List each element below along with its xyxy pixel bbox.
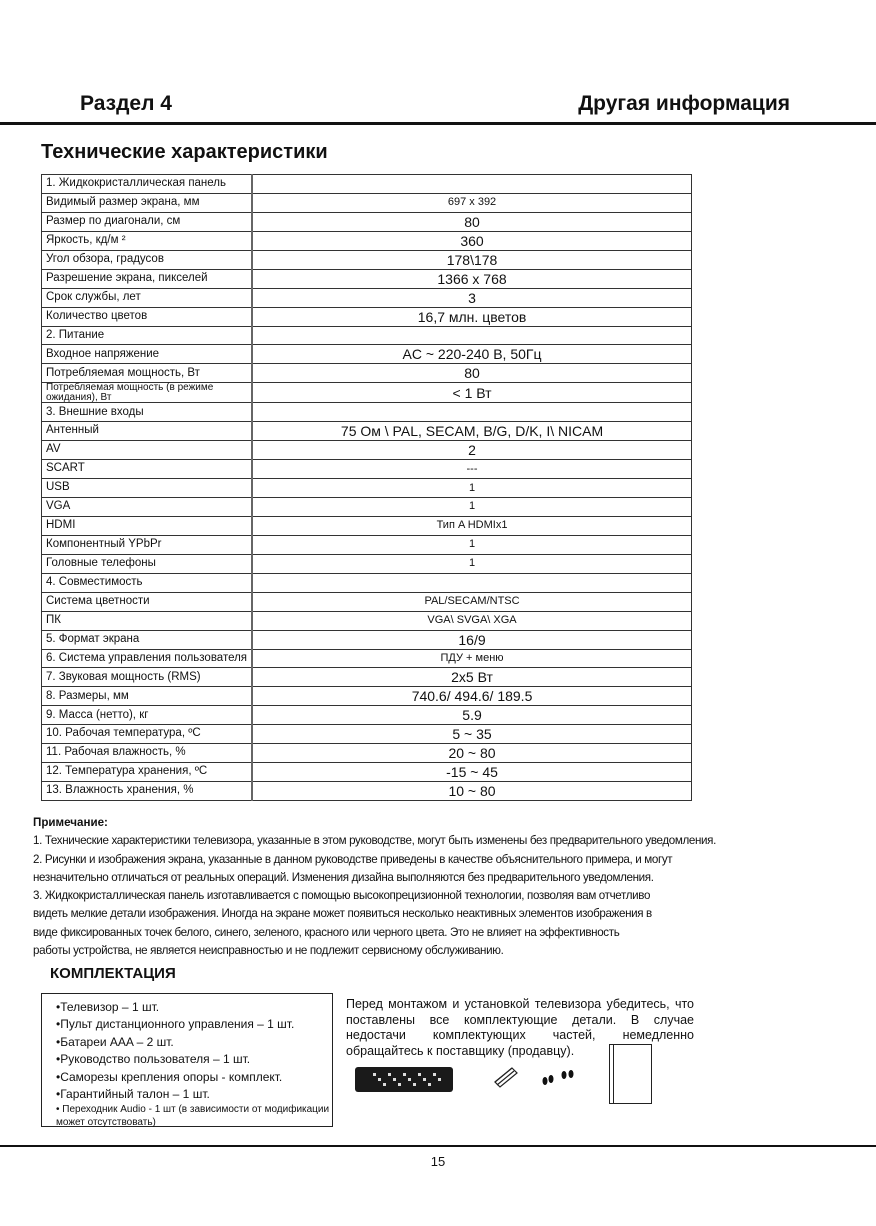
spec-value: 1366 x 768 — [252, 269, 691, 288]
spec-value: 80 — [252, 212, 691, 231]
spec-row — [42, 326, 692, 345]
spec-value: 178\178 — [252, 250, 691, 269]
spec-label: 10. Рабочая температура, ºC — [42, 725, 253, 744]
screws-icon — [540, 1066, 580, 1088]
kit-item: •Саморезы крепления опоры - комплект. — [56, 1069, 283, 1084]
spec-row — [42, 345, 692, 364]
kit-item: •Пульт дистанционного управления – 1 шт. — [56, 1017, 295, 1032]
spec-row — [42, 364, 692, 383]
kit-title: КОМПЛЕКТАЦИЯ — [50, 965, 176, 982]
spec-label: HDMI — [42, 516, 253, 535]
notes — [33, 814, 716, 960]
note-line: 2. Рисунки и изображения экрана, указанные в данном руководстве приведены в качестве объяснительного примера, и могут — [33, 852, 673, 866]
spec-value: 3 — [252, 288, 691, 307]
spec-row — [42, 535, 692, 554]
spec-value: 1 — [252, 554, 691, 573]
kit-list — [41, 993, 333, 1127]
spec-row — [42, 193, 692, 212]
spec-label: Потребляемая мощность, Вт — [42, 364, 253, 383]
kit-item: •Руководство пользователя – 1 шт. — [56, 1052, 251, 1067]
spec-row — [42, 383, 692, 403]
spec-value: PAL/SECAM/NTSC — [252, 592, 691, 611]
note-line: видеть мелкие детали изображения. Иногда на экране может появиться несколько неактивных элементов изображения в — [33, 907, 652, 921]
spec-value: 80 — [252, 364, 691, 383]
spec-value: 5.9 — [252, 706, 691, 725]
kit-item: •Гарантийный талон – 1 шт. — [56, 1087, 210, 1102]
spec-label: Входное напряжение — [42, 345, 253, 364]
spec-value: 2 — [252, 441, 691, 460]
note-line: 1. Технические характеристики телевизора, указанные в этом руководстве, могут быть изменены без предварительного уведомления. — [33, 834, 716, 848]
kit-item: •Телевизор – 1 шт. — [56, 1000, 160, 1014]
spec-row — [42, 498, 692, 517]
spec-row — [42, 460, 692, 479]
spec-row — [42, 763, 692, 782]
spec-row — [42, 611, 692, 630]
spec-label: Потребляемая мощность (в режиме ожидания), Вт — [42, 383, 253, 403]
spec-value: -15 ~ 45 — [252, 763, 691, 782]
spec-row — [42, 441, 692, 460]
spec-value: 5 ~ 35 — [252, 725, 691, 744]
spec-value: 20 ~ 80 — [252, 744, 691, 763]
spec-row — [42, 175, 692, 194]
header-divider — [0, 122, 876, 125]
spec-label: Размер по диагонали, см — [42, 212, 253, 231]
spec-label: 13. Влажность хранения, % — [42, 782, 253, 801]
kit-item: •Батареи AAA – 2 шт. — [56, 1034, 174, 1049]
spec-label: Система цветности — [42, 592, 253, 611]
spec-row — [42, 744, 692, 763]
spec-label: 2. Питание — [42, 326, 253, 345]
spec-row — [42, 288, 692, 307]
footer-divider — [0, 1145, 876, 1147]
spec-value: 1 — [252, 535, 691, 554]
spec-value: VGA\ SVGA\ XGA — [252, 611, 691, 630]
note-line: работы устройства, не является неисправностью и не подлежит сервисному обслуживанию. — [33, 944, 504, 958]
spec-value: AC ~ 220-240 В, 50Гц — [252, 345, 691, 364]
note-line: незначительно отличаться от реальных операций. Изменения дизайна выполняются без предварительного уведомления. — [33, 870, 654, 884]
spec-label: 7. Звуковая мощность (RMS) — [42, 668, 253, 687]
spec-row — [42, 422, 692, 441]
spec-value: Тип A HDMIx1 — [252, 516, 691, 535]
spec-value: 16/9 — [252, 630, 691, 649]
spec-row — [42, 516, 692, 535]
spec-label: 11. Рабочая влажность, % — [42, 744, 253, 763]
spec-label: Антенный — [42, 422, 253, 441]
spec-row — [42, 687, 692, 706]
spec-label: Угол обзора, градусов — [42, 250, 253, 269]
spec-label: Яркость, кд/м ² — [42, 231, 253, 250]
spec-label: 1. Жидкокристаллическая панель — [42, 175, 253, 194]
spec-row — [42, 269, 692, 288]
spec-value: --- — [252, 460, 691, 479]
spec-label: VGA — [42, 498, 253, 517]
spec-label: 5. Формат экрана — [42, 630, 253, 649]
spec-label: SCART — [42, 460, 253, 479]
spec-label: USB — [42, 479, 253, 498]
spec-label: 6. Система управления пользователя — [42, 649, 253, 668]
spec-value: < 1 Вт — [252, 383, 691, 403]
spec-value: 75 Ом \ PAL, SECAM, B/G, D/K, I\ NICAM — [252, 422, 691, 441]
spec-row — [42, 573, 692, 592]
spec-value — [252, 403, 691, 422]
spec-row — [42, 782, 692, 801]
spec-row — [42, 668, 692, 687]
spec-label: 12. Температура хранения, ºC — [42, 763, 253, 782]
spec-label: Разрешение экрана, пикселей — [42, 269, 253, 288]
spec-label: Видимый размер экрана, мм — [42, 193, 253, 212]
spec-value: 697 x 392 — [252, 193, 691, 212]
spec-label: Количество цветов — [42, 307, 253, 326]
spec-label: 3. Внешние входы — [42, 403, 253, 422]
note-line: виде фиксированных точек белого, синего, зеленого, красного или черного цвета. Это не влияет на эффективность — [33, 925, 620, 939]
spec-row — [42, 649, 692, 668]
spec-row — [42, 630, 692, 649]
remote-control-icon — [355, 1067, 453, 1092]
page-title: Технические характеристики — [41, 141, 328, 163]
spec-label: 9. Масса (нетто), кг — [42, 706, 253, 725]
spec-value — [252, 326, 691, 345]
spec-label: Головные телефоны — [42, 554, 253, 573]
notes-title: Примечание: — [33, 816, 108, 829]
spec-label: AV — [42, 441, 253, 460]
page-number: 15 — [430, 1154, 446, 1169]
spec-value: 16,7 млн. цветов — [252, 307, 691, 326]
spec-label: Компонентный YPbPr — [42, 535, 253, 554]
kit-note: Перед монтажом и установкой телевизора убедитесь, что поставлены все комплектующие детали. В случае недостачи комплектующих частей, немедленно обращайтесь к поставщику (продавцу). — [346, 997, 694, 1058]
spec-label: Срок службы, лет — [42, 288, 253, 307]
spec-label: 4. Совместимость — [42, 573, 253, 592]
spec-value — [252, 175, 691, 194]
spec-row — [42, 212, 692, 231]
spec-value: 2x5 Вт — [252, 668, 691, 687]
spec-row — [42, 725, 692, 744]
spec-value: 740.6/ 494.6/ 189.5 — [252, 687, 691, 706]
spec-row — [42, 307, 692, 326]
batteries-icon — [492, 1064, 522, 1090]
spec-row — [42, 231, 692, 250]
spec-table — [41, 174, 692, 801]
section-title: Другая информация — [578, 92, 790, 115]
section-number: Раздел 4 — [80, 92, 172, 115]
spec-row — [42, 592, 692, 611]
spec-label: 8. Размеры, мм — [42, 687, 253, 706]
spec-row — [42, 479, 692, 498]
spec-value: 1 — [252, 479, 691, 498]
kit-item-audio-adapter: • Переходник Audio - 1 шт (в зависимости от модификации может отсутствовать) — [56, 1104, 330, 1129]
spec-row — [42, 554, 692, 573]
spec-row — [42, 706, 692, 725]
spec-value: 1 — [252, 498, 691, 517]
spec-value: 10 ~ 80 — [252, 782, 691, 801]
spec-value: 360 — [252, 231, 691, 250]
spec-value — [252, 573, 691, 592]
spec-row — [42, 250, 692, 269]
manual-icon — [609, 1044, 652, 1104]
spec-row — [42, 403, 692, 422]
spec-value: ПДУ + меню — [252, 649, 691, 668]
note-line: 3. Жидкокристаллическая панель изготавливается с помощью высокопрецизионной технологии, позволяя вам отчетливо — [33, 889, 651, 903]
spec-label: ПК — [42, 611, 253, 630]
